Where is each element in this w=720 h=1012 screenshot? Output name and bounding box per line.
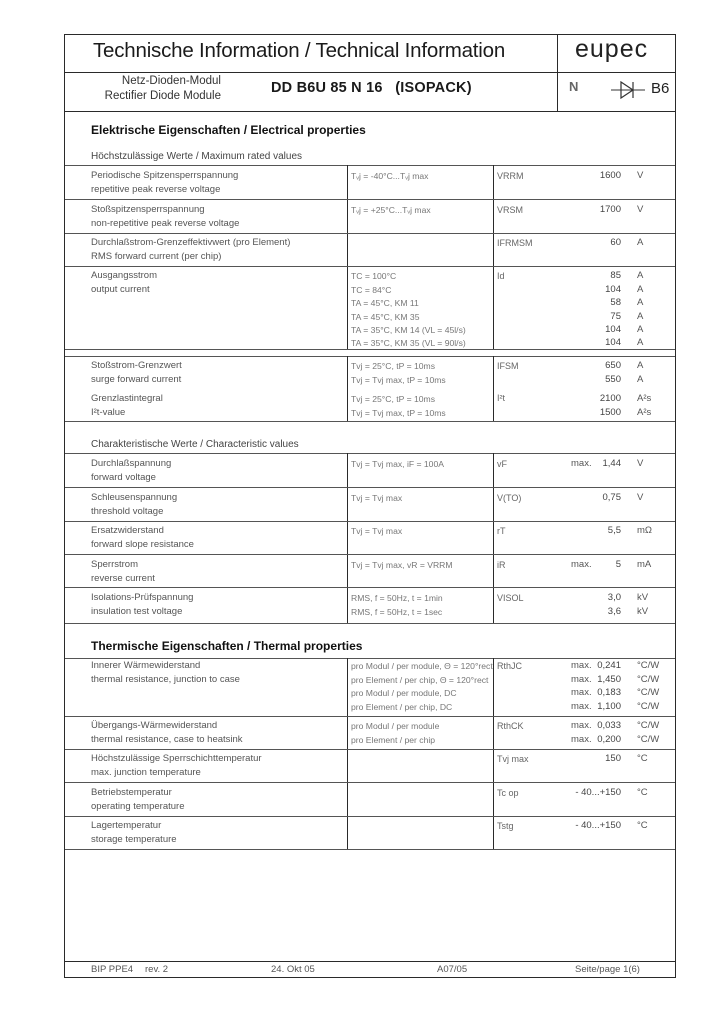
table-rule (65, 716, 675, 717)
electrical-section-title: Elektrische Eigenschaften / Electrical properties (91, 123, 366, 137)
param-name-de: Übergangs-Wärmewiderstand (91, 720, 218, 731)
table-rule (65, 749, 675, 750)
param-name-en: max. junction temperature (91, 767, 201, 778)
param-symbol: Id (497, 271, 505, 281)
table-rule (65, 782, 675, 783)
logo-divider (557, 35, 558, 111)
param-name-de: Sperrstrom (91, 559, 138, 570)
param-name-de: Isolations-Prüfspannung (91, 592, 194, 603)
param-name-de: Schleusenspannung (91, 492, 178, 503)
circuit-mark: B6 (651, 80, 670, 97)
param-condition: Tvj = Tvj max, tP = 10ms (351, 408, 446, 418)
param-name-en: I²t-value (91, 407, 126, 418)
param-qualifier: max. (571, 734, 592, 745)
col-divider (347, 453, 348, 623)
table-rule (65, 487, 675, 488)
param-condition: pro Modul / per module, DC (351, 688, 457, 698)
param-condition: pro Modul / per module, Θ = 120°rect (351, 661, 493, 671)
col-divider (347, 165, 348, 349)
param-value: 104 (605, 324, 621, 335)
param-symbol: RthCK (497, 721, 524, 731)
param-condition: TC = 84°C (351, 285, 392, 295)
param-unit: A (637, 237, 644, 248)
footer-code: A07/05 (437, 964, 468, 975)
param-name-en: insulation test voltage (91, 606, 183, 617)
col-divider (493, 165, 494, 349)
header-bottom-line (65, 111, 675, 112)
param-value: 150 (605, 753, 621, 764)
param-name-de: Grenzlastintegral (91, 393, 163, 404)
param-symbol: IFRMSM (497, 238, 533, 248)
param-unit: V (637, 458, 644, 469)
param-symbol: Tvj max (497, 754, 529, 764)
param-condition: pro Modul / per module (351, 721, 440, 731)
param-condition: Tᵥj = +25°C...Tᵥj max (351, 205, 431, 215)
param-unit: A (637, 284, 644, 295)
table-rule (65, 349, 675, 350)
param-name-en: forward voltage (91, 472, 156, 483)
param-value: 1600 (599, 170, 621, 181)
param-value: - 40...+150 (575, 820, 621, 831)
footer-divider (65, 961, 675, 962)
param-unit: A (637, 270, 644, 281)
param-condition: pro Element / per chip, DC (351, 702, 453, 712)
param-value: 0,200 (597, 734, 621, 745)
col-divider (493, 658, 494, 849)
param-value: 0,241 (597, 660, 621, 671)
param-condition: Tvj = 25°C, tP = 10ms (351, 361, 435, 371)
param-unit: °C/W (637, 660, 660, 671)
param-condition: TA = 35°C, KM 35 (VL = 90l/s) (351, 338, 466, 348)
param-name-en: RMS forward current (per chip) (91, 251, 222, 262)
param-unit: A²s (637, 407, 652, 418)
col-divider (347, 658, 348, 849)
param-value: 60 (610, 237, 621, 248)
param-unit: mA (637, 559, 652, 570)
param-value: 0,183 (597, 687, 621, 698)
param-value: 85 (610, 270, 621, 281)
param-unit: °C/W (637, 701, 660, 712)
param-name-de: Höchstzulässige Sperrschichttemperatur (91, 753, 262, 764)
param-value: 3,6 (607, 606, 621, 617)
eupec-logo: eupec (575, 35, 649, 63)
param-name-en: reverse current (91, 573, 155, 584)
param-name-en: forward slope resistance (91, 539, 194, 550)
param-value: 104 (605, 284, 621, 295)
table-rule (65, 453, 675, 454)
table-rule (65, 266, 675, 267)
logo-box-mark: N (569, 79, 578, 94)
param-qualifier: max. (571, 701, 592, 712)
table-rule (65, 199, 675, 200)
table-rule (65, 521, 675, 522)
param-condition: Tvj = Tvj max, vR = VRRM (351, 560, 453, 570)
param-name-en: storage temperature (91, 834, 177, 845)
param-symbol: iR (497, 560, 506, 570)
param-name-de: Durchlaßspannung (91, 458, 172, 469)
param-condition: pro Element / per chip, Θ = 120°rect (351, 675, 489, 685)
param-name-de: Innerer Wärmewiderstand (91, 660, 201, 671)
product-name-de: Netz-Dioden-Modul (121, 75, 221, 87)
param-name-en: non-repetitive peak reverse voltage (91, 218, 240, 229)
datasheet-frame (64, 34, 676, 978)
param-condition: Tvj = Tvj max (351, 526, 403, 536)
param-condition: Tvj = Tvj max, tP = 10ms (351, 375, 446, 385)
param-name-de: Stoßstrom-Grenzwert (91, 360, 182, 371)
param-symbol: Tstg (497, 821, 514, 831)
param-name-de: Ausgangsstrom (91, 270, 158, 281)
col-divider (493, 356, 494, 421)
param-symbol: VRSM (497, 205, 524, 215)
part-number (271, 80, 472, 96)
param-unit: °C/W (637, 674, 660, 685)
param-unit: °C (637, 753, 648, 764)
param-value: 1,100 (597, 701, 621, 712)
table-rule (65, 816, 675, 817)
param-unit: V (637, 170, 644, 181)
param-unit: A (637, 337, 644, 348)
table-rule (65, 658, 675, 659)
param-name-en: operating temperature (91, 801, 185, 812)
param-value: 1,44 (602, 458, 621, 469)
param-symbol: Tc op (497, 788, 519, 798)
param-unit: A (637, 374, 644, 385)
param-unit: °C/W (637, 687, 660, 698)
param-value: 650 (605, 360, 621, 371)
param-value: 0,033 (597, 720, 621, 731)
table-rule (65, 421, 675, 422)
param-unit: mΩ (637, 525, 653, 536)
param-value: 1,450 (597, 674, 621, 685)
param-unit: °C (637, 820, 648, 831)
param-name-de: Lagertemperatur (91, 820, 162, 831)
param-symbol: RthJC (497, 661, 523, 671)
table-rule (65, 623, 675, 624)
param-unit: V (637, 204, 644, 215)
document-title: Technische Information / Technical Information (93, 39, 506, 62)
param-symbol: V(TO) (497, 493, 522, 503)
param-qualifier: max. (571, 674, 592, 685)
param-unit: A (637, 297, 644, 308)
param-unit: °C/W (637, 720, 660, 731)
param-value: 104 (605, 337, 621, 348)
param-qualifier: max. (571, 458, 592, 469)
param-name-en: surge forward current (91, 374, 182, 385)
param-value: 2100 (599, 393, 621, 404)
param-condition: TC = 100°C (351, 271, 397, 281)
param-name-en: thermal resistance, case to heatsink (91, 734, 243, 745)
param-condition: Tvj = Tvj max, iF = 100A (351, 459, 444, 469)
param-qualifier: max. (571, 720, 592, 731)
param-unit: °C/W (637, 734, 660, 745)
package-type: (ISOPACK) (395, 80, 472, 96)
param-condition: pro Element / per chip (351, 735, 436, 745)
param-unit: A (637, 324, 644, 335)
param-name-de: Ersatzwiderstand (91, 525, 164, 536)
param-name-de: Durchlaßstrom-Grenzeffektivwert (pro Element) (91, 237, 291, 248)
param-unit: V (637, 492, 644, 503)
characteristic-title: Charakteristische Werte / Characteristic values (91, 439, 299, 450)
param-qualifier: max. (571, 559, 592, 570)
col-divider (493, 453, 494, 623)
product-name-en: Rectifier Diode Module (104, 90, 221, 102)
param-qualifier: max. (571, 660, 592, 671)
part-number-code: DD B6U 85 N 16 (271, 80, 383, 96)
table-rule (65, 554, 675, 555)
param-condition: TA = 45°C, KM 11 (351, 298, 419, 308)
thermal-section-title: Thermische Eigenschaften / Thermal properties (91, 639, 363, 653)
col-divider (347, 356, 348, 421)
param-symbol: rT (497, 526, 506, 536)
footer-doc-id: BIP PPE4 (91, 964, 134, 975)
param-unit: A²s (637, 393, 652, 404)
header-divider (65, 72, 675, 73)
param-value: 5 (615, 559, 621, 570)
param-symbol: VRRM (497, 171, 524, 181)
param-name-de: Betriebstemperatur (91, 787, 172, 798)
param-condition: RMS, f = 50Hz, t = 1min (351, 593, 443, 603)
param-qualifier: max. (571, 687, 592, 698)
footer-date: 24. Okt 05 (271, 964, 315, 975)
table-rule (65, 356, 675, 357)
footer-page: Seite/page 1(6) (575, 964, 640, 975)
param-value: - 40...+150 (575, 787, 621, 798)
param-unit: kV (637, 592, 649, 603)
param-value: 550 (605, 374, 621, 385)
param-condition: Tvj = Tvj max (351, 493, 403, 503)
param-symbol: I²t (497, 393, 505, 403)
param-name-de: Stoßspitzensperrspannung (91, 204, 205, 215)
param-name-en: thermal resistance, junction to case (91, 674, 240, 685)
max-rated-title: Höchstzulässige Werte / Maximum rated values (91, 151, 303, 162)
param-condition: Tvj = 25°C, tP = 10ms (351, 394, 435, 404)
param-unit: A (637, 311, 644, 322)
param-symbol: IFSM (497, 361, 519, 371)
table-rule (65, 587, 675, 588)
param-value: 1700 (599, 204, 621, 215)
param-name-en: output current (91, 284, 150, 295)
param-condition: Tᵥj = -40°C...Tᵥj max (351, 171, 429, 181)
param-unit: A (637, 360, 644, 371)
param-unit: °C (637, 787, 648, 798)
param-condition: TA = 45°C, KM 35 (351, 312, 420, 322)
table-rule (65, 165, 675, 166)
param-name-de: Periodische Spitzensperrspannung (91, 170, 239, 181)
param-condition: TA = 35°C, KM 14 (VL = 45l/s) (351, 325, 466, 335)
param-value: 75 (610, 311, 621, 322)
param-value: 5,5 (607, 525, 621, 536)
param-symbol: vF (497, 459, 507, 469)
table-rule (65, 233, 675, 234)
param-value: 3,0 (607, 592, 621, 603)
param-symbol: VISOL (497, 593, 524, 603)
param-value: 58 (610, 297, 621, 308)
table-rule (65, 849, 675, 850)
param-value: 1500 (599, 407, 621, 418)
param-name-en: repetitive peak reverse voltage (91, 184, 221, 195)
param-name-en: threshold voltage (91, 506, 164, 517)
param-unit: kV (637, 606, 649, 617)
footer-revision: rev. 2 (145, 964, 169, 975)
diode-symbol-icon (611, 79, 645, 101)
param-value: 0,75 (602, 492, 621, 503)
param-condition: RMS, f = 50Hz, t = 1sec (351, 607, 443, 617)
